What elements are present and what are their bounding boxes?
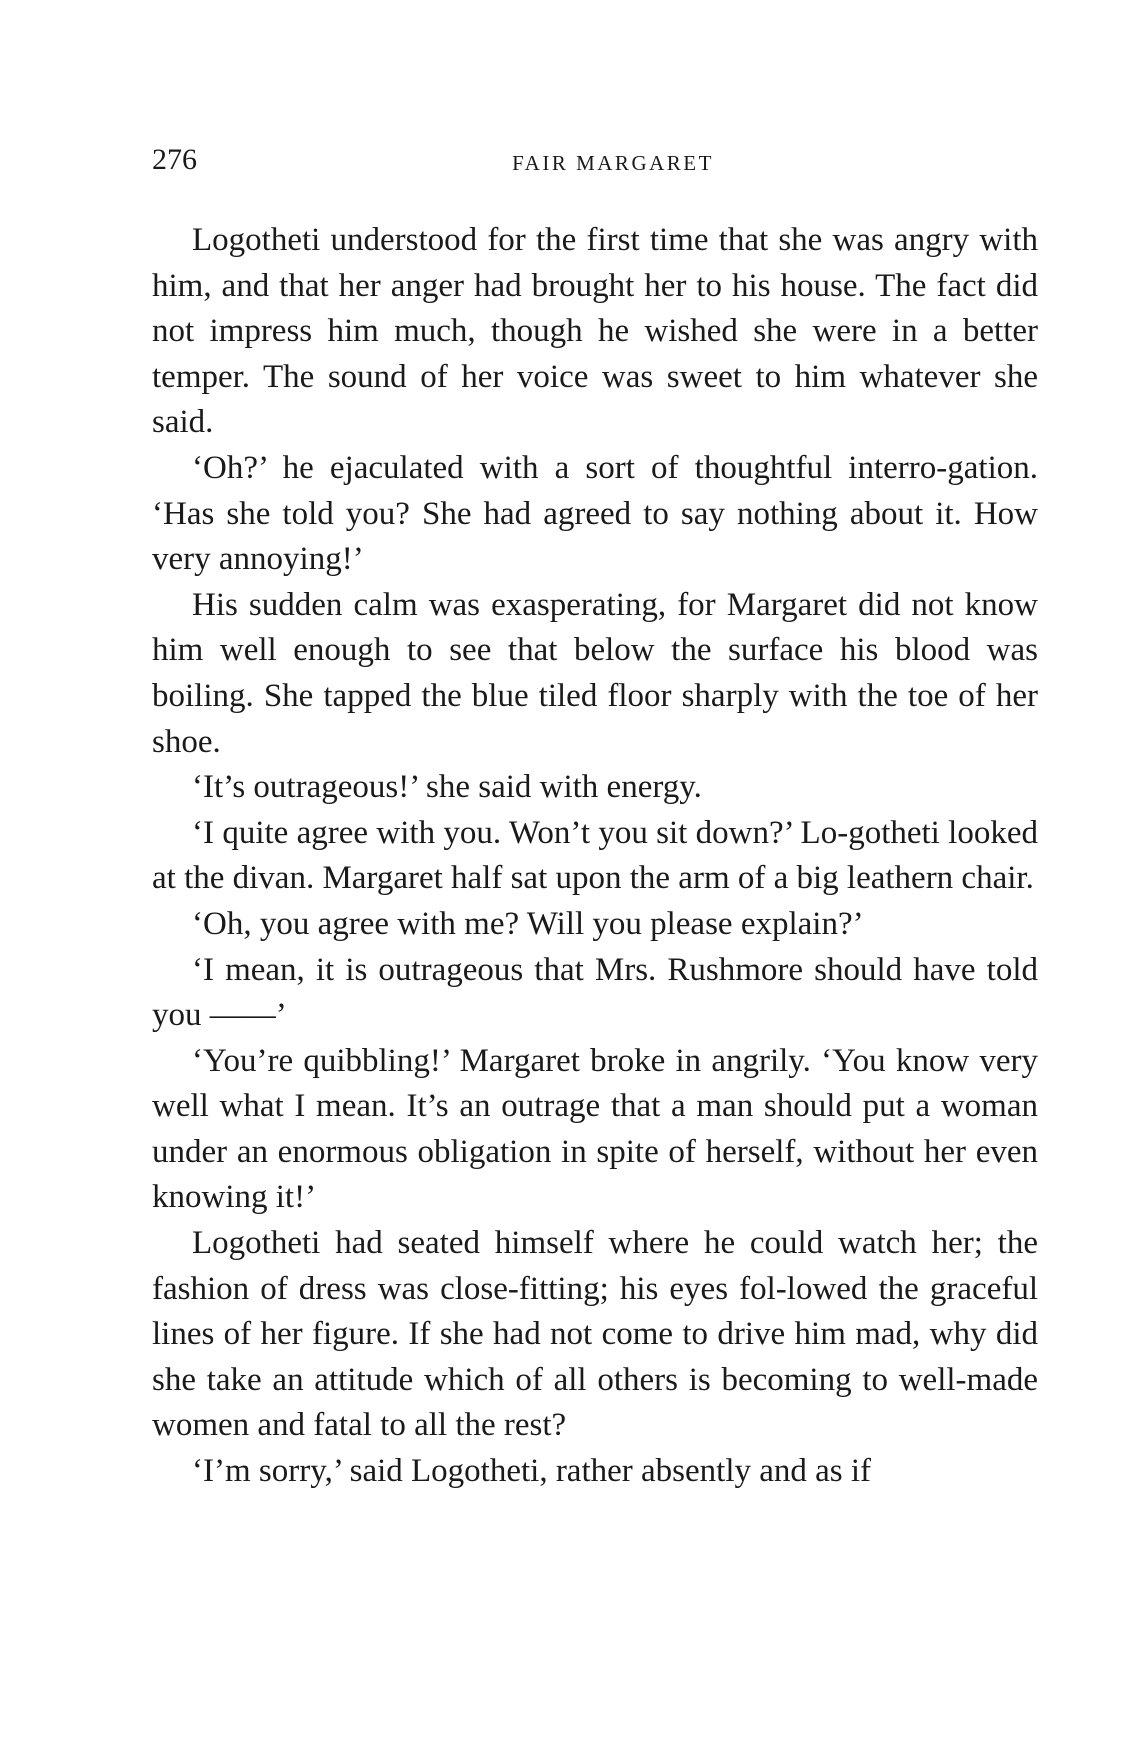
- paragraph: ‘I’m sorry,’ said Logotheti, rather absently and as if: [192, 1453, 872, 1490]
- paragraph: Logotheti had seated himself where he could watch her; the fashion of dress was close-fitting; his eyes fol-lowed the graceful lines of her figure. If she had not come to drive him mad, why did she take an attitude which of all others is becoming to well-made women and fatal to all the rest?: [152, 1225, 1038, 1444]
- page-number: 276: [152, 143, 197, 176]
- paragraph: ‘I quite agree with you. Won’t you sit down?’ Lo-gotheti looked at the divan. Margaret half sat upon the arm of a big leathern chair.: [152, 814, 1038, 897]
- body-text: [152, 218, 1038, 1495]
- paragraph: His sudden calm was exasperating, for Margaret did not know him well enough to see that below the surface his blood was boiling. She tapped the blue tiled floor sharply with the toe of her shoe.: [152, 586, 1038, 760]
- paragraph: Logotheti understood for the first time that she was angry with him, and that her anger had brought her to his house. The fact did not impress him much, though he wished she were in a better temper. The sound of her voice was sweet to him whatever she said.: [152, 222, 1038, 441]
- paragraph: ‘Oh?’ he ejaculated with a sort of thoughtful interro-gation. ‘Has she told you? She had agreed to say nothing about it. How very annoying!’: [152, 449, 1038, 578]
- paragraph: ‘You’re quibbling!’ Margaret broke in angrily. ‘You know very well what I mean. It’s an outrage that a man should put a woman under an enormous obligation in spite of herself, without her even knowing it!’: [152, 1042, 1038, 1216]
- paragraph: ‘I mean, it is outrageous that Mrs. Rushmore should have told you ——’: [152, 951, 1038, 1034]
- paragraph: ‘It’s outrageous!’ she said with energy.: [192, 769, 702, 806]
- page-header: [152, 142, 1038, 182]
- running-title: FAIR MARGARET: [512, 151, 714, 175]
- paragraph: ‘Oh, you agree with me? Will you please explain?’: [192, 905, 864, 942]
